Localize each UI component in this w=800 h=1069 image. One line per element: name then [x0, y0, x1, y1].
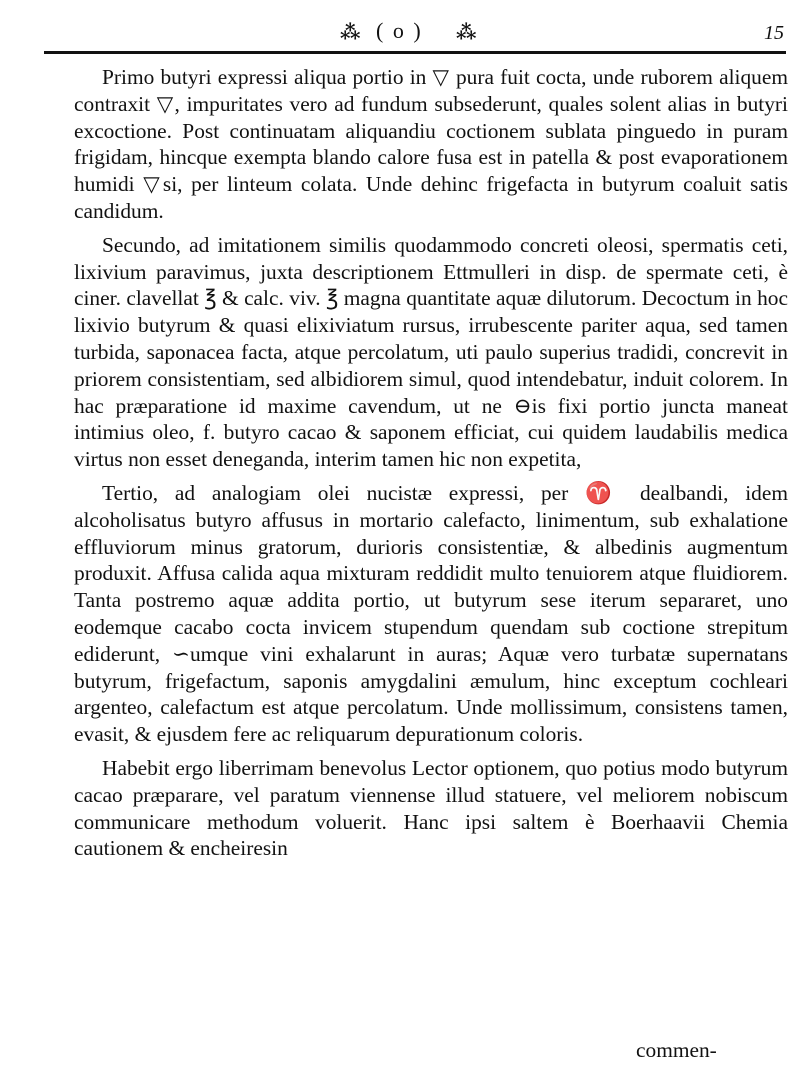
paragraph-secundo: Secundo, ad imitationem similis quodammodo concreti oleosi, spermatis ceti, lixivium paravimus, juxta descriptionem Ettmulleri in disp. de spermate ceti, è ciner. clavellat ℥ & calc. viv. ℥ magna quantitate aquæ dilutorum. Decoctum in hoc lixivio butyrum & quasi elixiviatum rursus, irrubescente pariter aqua, sed tamen turbida, saponacea facta, atque percolatum, uti paulo superius tradidi, concrevit in priorem consistentiam, sed albidiorem simul, quod intendebatur, induit colorem. In hac præparatione id maxime cavendum, ut ne ⊖is fixi portio juncta maneat intimius oleo, f. butyro cacao & saponem efficiat, cui quidem laudabilis medica virtus non esset deneganda, interim tamen hic non expetita,: [74, 232, 788, 472]
page-number: 15: [764, 22, 784, 44]
page-header: [0, 8, 800, 48]
header-rule: [44, 51, 786, 54]
paragraph-primo: Primo butyri expressi aliqua portio in ▽ pura fuit cocta, unde ruborem aliquem contraxit ▽, impuritates vero ad fundum subsederunt, quales solent alias in butyri excoctione. Post continuatam aliquandiu coctionem sublata pinguedo in puram frigidam, hincque exempta blando calore fusa est in patella & post evaporationem humidi ▽si, per linteum colata. Unde dehinc frigefacta in butyrum coaluit satis candidum.: [74, 65, 788, 223]
paragraph-conclusion: Habebit ergo liberrimam benevolus Lector optionem, quo potius modo butyrum cacao præparare, vel paratum viennense illud statuere, vel meliorem nobiscum communicare methodum voluerit. Hanc ipsi saltem è Boerhaavii Chemia cautionem & encheiresin: [74, 755, 788, 861]
ornament-right: ⁂: [456, 22, 478, 44]
catchword: commen-: [636, 1038, 717, 1062]
body-text: [74, 64, 788, 869]
paragraph-tertio: Tertio, ad analogiam olei nucistæ expressi, per ♈ dealbandi, idem alcoholisatus butyro affusus in mortario calefacto, linimentum, sub exhalatione effluviorum minus gratorum, durioris consistentiæ, & albedinis augmentum produxit. Affusa calida aqua mixturam reddidit multo tenuiorem atque fluidiorem. Tanta postremo aquæ addita portio, ut butyrum sese iterum separaret, uno eodemque cacabo cocta invicem stupendum quendam sub coctione strepitum ediderunt, ∽umque vini exhalarunt in auras; Aquæ vero turbatæ supernatans butyrum, frigefactum, saponis amygdalini æmulum, hinc exceptum cochleari argenteo, calefactum est atque percolatum. Unde mollissimum, consistens tamen, evasit, & ejusdem fere ac reliquarum depurationum coloris.: [74, 480, 788, 747]
folio-mark: ( o ): [376, 18, 423, 43]
ornament-left: ⁂: [340, 22, 362, 44]
